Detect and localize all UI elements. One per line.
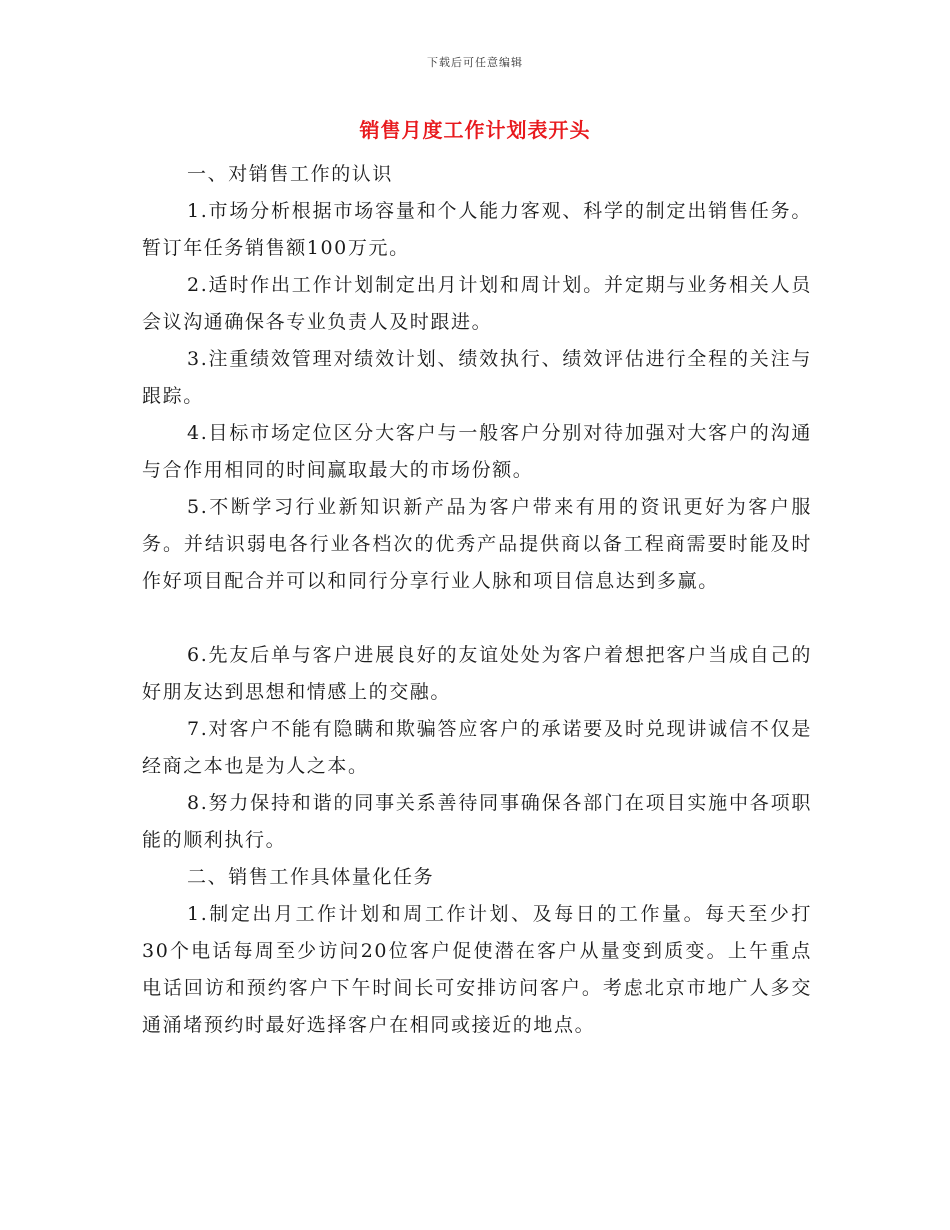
- paragraph-item-2-1: 1.制定出月工作计划和周工作计划、及每日的工作量。每天至少打30个电话每周至少访问20位客户促使潜在客户从量变到质变。上午重点电话回访和预约客户下午时间长可安排访问客户。考虑北京市地广人多交通涌堵预约时最好选择客户在相同或接近的地点。: [142, 903, 812, 1036]
- paragraph-item-1-8: 8.努力保持和谐的同事关系善待同事确保各部门在项目实施中各项职能的顺利执行。: [142, 792, 812, 851]
- section-heading-1: 一、对销售工作的认识: [187, 163, 394, 185]
- paragraph-item-1-4: 4.目标市场定位区分大客户与一般客户分别对待加强对大客户的沟通与合作用相同的时间赢取最大的市场份额。: [142, 422, 812, 481]
- document-title: 销售月度工作计划表开头: [359, 118, 591, 142]
- section-heading-2: 二、销售工作具体量化任务: [187, 866, 435, 888]
- paragraph-item-1-3: 3.注重绩效管理对绩效计划、绩效执行、绩效评估进行全程的关注与跟踪。: [142, 348, 812, 407]
- page-header-note: 下载后可任意编辑: [427, 56, 523, 69]
- paragraph-item-1-1: 1.市场分析根据市场容量和个人能力客观、科学的制定出销售任务。暂订年任务销售额100万元。: [142, 200, 812, 259]
- document-body: [142, 156, 812, 1044]
- paragraph-item-1-5: 5.不断学习行业新知识新产品为客户带来有用的资讯更好为客户服务。并结识弱电各行业各档次的优秀产品提供商以备工程商需要时能及时作好项目配合并可以和同行分享行业人脉和项目信息达到多赢。: [142, 496, 812, 592]
- paragraph-item-1-7: 7.对客户不能有隐瞒和欺骗答应客户的承诺要及时兑现讲诚信不仅是经商之本也是为人之本。: [142, 718, 812, 777]
- paragraph-item-1-6: 6.先友后单与客户进展良好的友谊处处为客户着想把客户当成自己的好朋友达到思想和情感上的交融。: [142, 644, 812, 703]
- paragraph-item-1-2: 2.适时作出工作计划制定出月计划和周计划。并定期与业务相关人员会议沟通确保各专业负责人及时跟进。: [142, 274, 812, 333]
